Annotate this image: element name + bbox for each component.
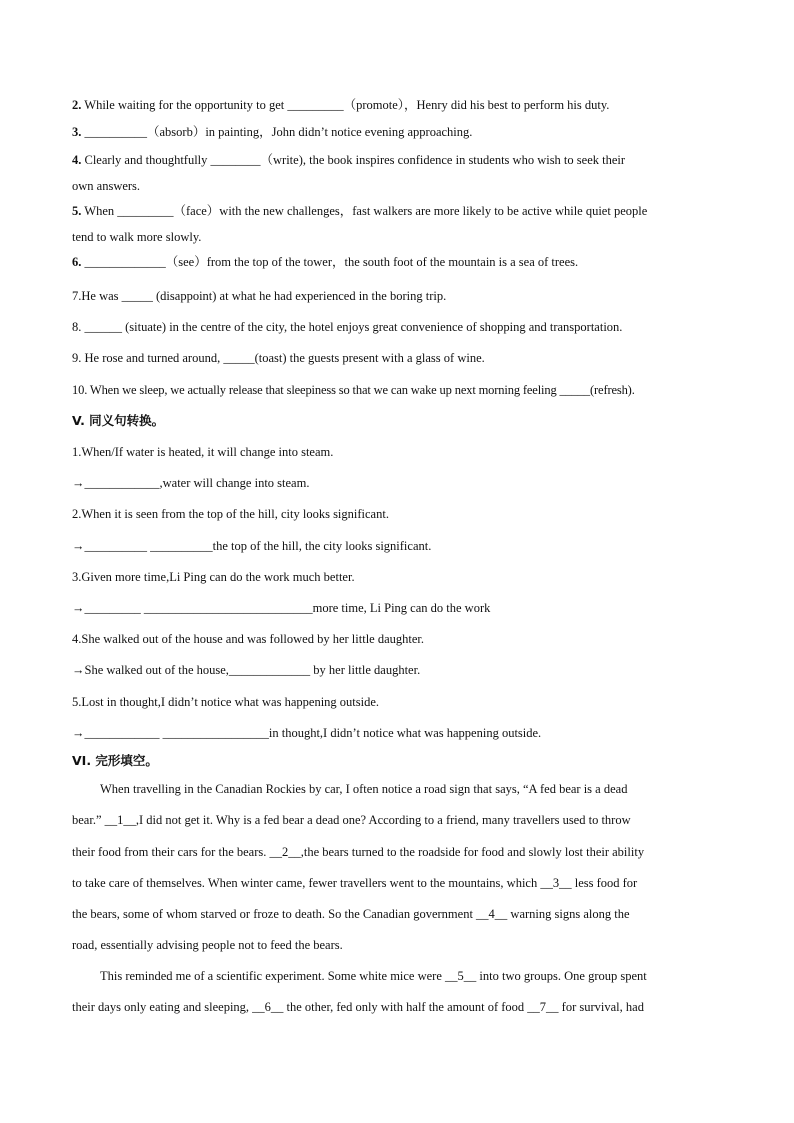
exercise-item-5: 5. When _________（face）with the new challenges，fast walkers are more likely to be active while quiet people — [72, 204, 648, 218]
rewrite-answer-3: →_________ ___________________________more time, Li Ping can do the work — [72, 601, 491, 615]
rewrite-answer-4: →She walked out of the house,_____________ by her little daughter. — [72, 663, 421, 677]
cloze-paragraph-2-line-2: their days only eating and sleeping, __6__ the other, fed only with half the amount of food __7__ for survival, had — [72, 1000, 644, 1014]
exercise-item-3: 3. __________（absorb）in painting，John didn’t notice evening approaching. — [72, 125, 473, 139]
cloze-paragraph-1-line-2: bear.” __1__,I did not get it. Why is a fed bear a dead one? According to a friend, many travellers used to throw — [72, 813, 631, 827]
exercise-item-10: 10. When we sleep, we actually release that sleepiness so that we can wake up next morning feeling _____(refresh). — [72, 383, 635, 397]
cloze-paragraph-1-line-1: When travelling in the Canadian Rockies by car, I often notice a road sign that says, “A fed bear is a dead — [100, 782, 628, 796]
rewrite-answer-1: →____________,water will change into steam. — [72, 476, 310, 490]
cloze-paragraph-1-line-3: their food from their cars for the bears. __2__,the bears turned to the roadside for food and slowly lost their ability — [72, 845, 645, 859]
exercise-item-4-continuation: own answers. — [72, 179, 141, 193]
exercise-item-2: 2. While waiting for the opportunity to get _________（promote），Henry did his best to perform his duty. — [72, 98, 610, 112]
exercise-item-5-continuation: tend to walk more slowly. — [72, 230, 202, 244]
section-heading-vi: VI. 完形填空。 — [72, 753, 158, 768]
rewrite-answer-2: →__________ __________the top of the hill, the city looks significant. — [72, 539, 432, 553]
exercise-item-9: 9. He rose and turned around, _____(toast) the guests present with a glass of wine. — [72, 351, 485, 365]
exercise-item-8: 8. ______ (situate) in the centre of the city, the hotel enjoys great convenience of shopping and transportation. — [72, 320, 623, 334]
cloze-paragraph-1-line-5: the bears, some of whom starved or froze to death. So the Canadian government __4__ warning signs along the — [72, 907, 630, 921]
rewrite-item-1: 1.When/If water is heated, it will change into steam. — [72, 445, 334, 459]
rewrite-item-2: 2.When it is seen from the top of the hill, city looks significant. — [72, 507, 389, 521]
cloze-paragraph-1-line-4: to take care of themselves. When winter came, fewer travellers went to the mountains, which __3__ less food for — [72, 876, 638, 890]
rewrite-item-3: 3.Given more time,Li Ping can do the work much better. — [72, 570, 355, 584]
rewrite-item-4: 4.She walked out of the house and was followed by her little daughter. — [72, 632, 425, 646]
cloze-paragraph-2-line-1: This reminded me of a scientific experiment. Some white mice were __5__ into two groups. One group spent — [100, 969, 647, 983]
cloze-paragraph-1-line-6: road, essentially advising people not to feed the bears. — [72, 938, 343, 952]
rewrite-answer-5: →____________ _________________in thought,I didn’t notice what was happening outside. — [72, 726, 542, 740]
exercise-item-7: 7.He was _____ (disappoint) at what he had experienced in the boring trip. — [72, 289, 447, 303]
section-heading-v: V. 同义句转换。 — [72, 413, 165, 428]
exercise-item-6: 6. _____________（see）from the top of the tower，the south foot of the mountain is a sea of trees. — [72, 255, 579, 269]
exercise-item-4: 4. Clearly and thoughtfully ________（write), the book inspires confidence in students who wish to seek their — [72, 153, 626, 167]
rewrite-item-5: 5.Lost in thought,I didn’t notice what was happening outside. — [72, 695, 380, 709]
